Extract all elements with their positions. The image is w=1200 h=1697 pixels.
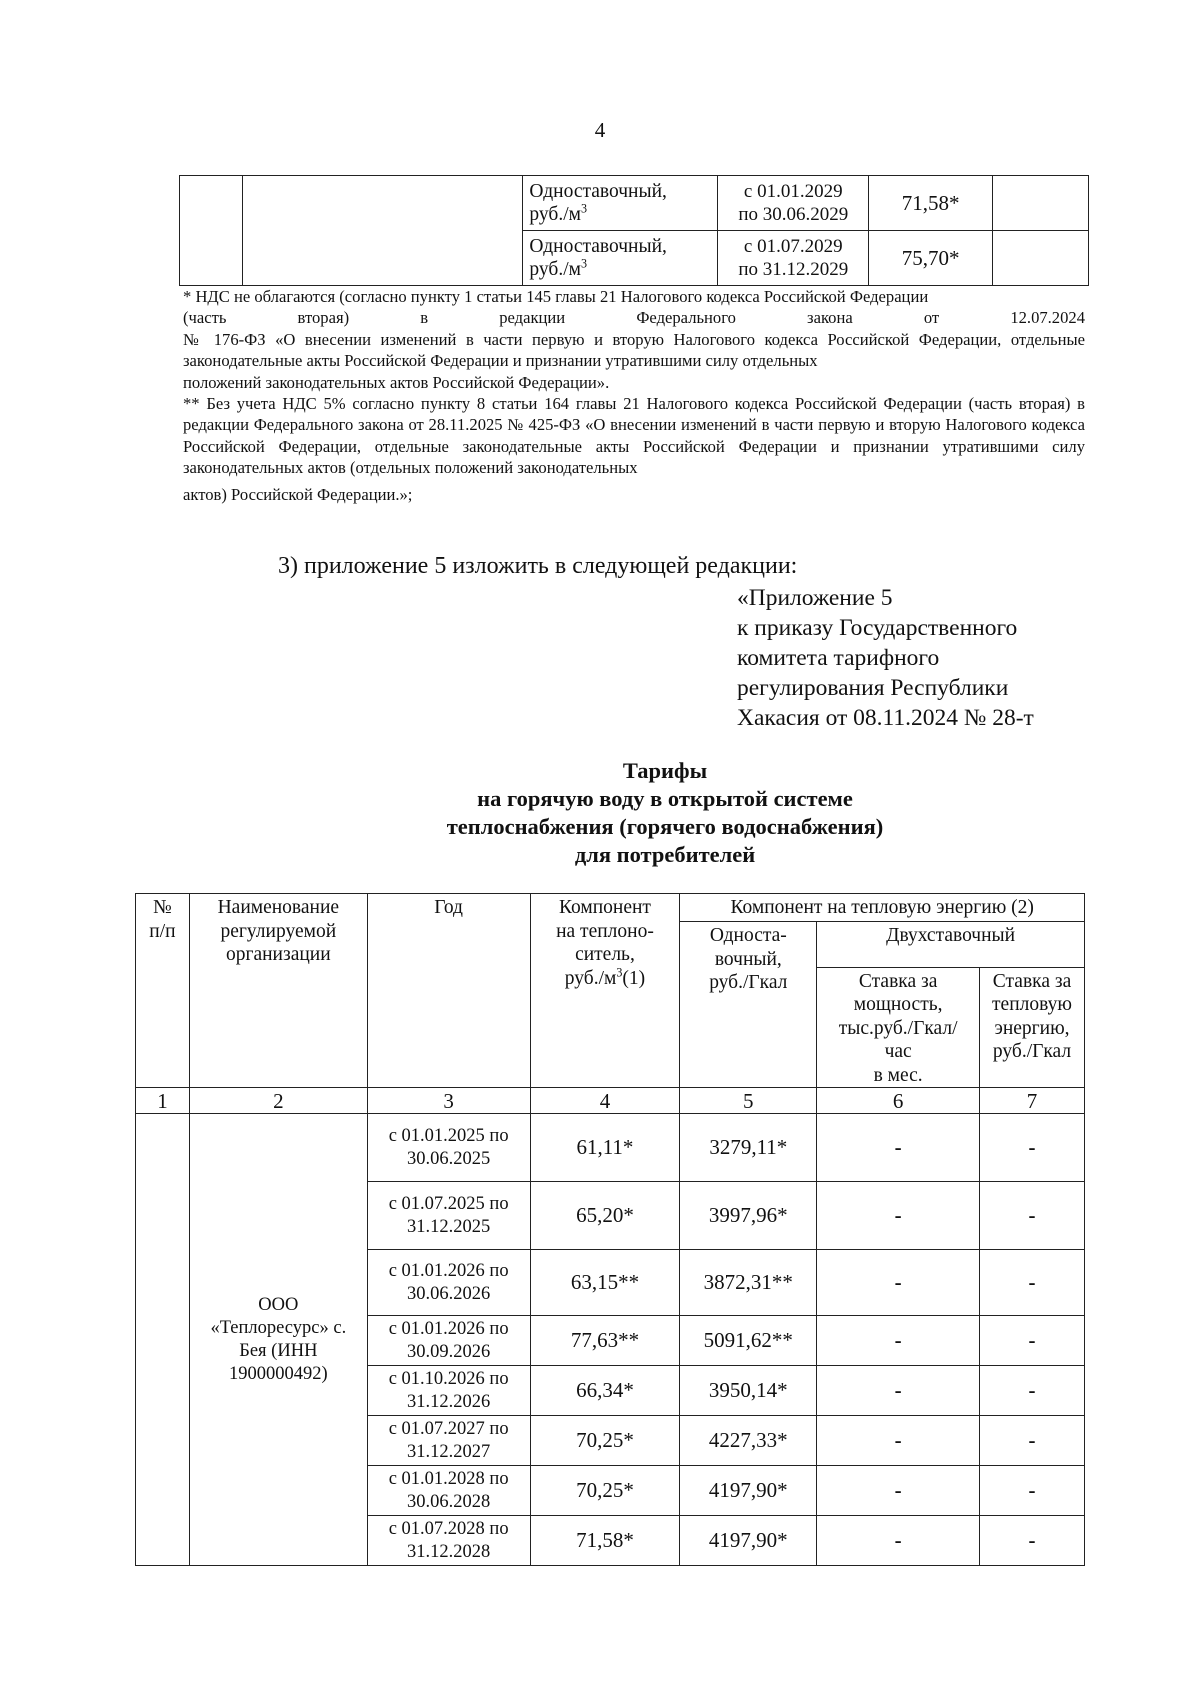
single-rate-value: 3279,11* [680, 1114, 817, 1182]
period-cell: с 01.01.2025 по 30.06.2025 [367, 1114, 530, 1182]
period-cell: с 01.01.2026 по 30.06.2026 [367, 1250, 530, 1316]
table-row [180, 176, 1089, 231]
tariff-table [135, 893, 1085, 1566]
header-num: № п/п [136, 894, 190, 1088]
energy-rate-value: - [980, 1416, 1085, 1466]
period-cell: с 01.01.2026 по 30.09.2026 [367, 1316, 530, 1366]
header-two-rate: Двухставочный [817, 922, 1085, 968]
tariff-value-cell: 75,70* [869, 231, 993, 286]
empty-num-cell [180, 176, 243, 286]
continuation-table [179, 175, 1089, 286]
capacity-rate-value: - [817, 1466, 980, 1516]
header-capacity-rate: Ставка за мощность, тыс.руб./Гкал/ час в мес. [817, 967, 980, 1088]
period-cell: с 01.07.2025 по 31.12.2025 [367, 1182, 530, 1250]
appendix-reference: «Приложение 5 к приказу Государственного комитета тарифного регулирования Республики Хакасия от 08.11.2024 № 28-т [737, 585, 1034, 731]
single-rate-value: 3872,31** [680, 1250, 817, 1316]
capacity-rate-value: - [817, 1516, 980, 1566]
capacity-rate-value: - [817, 1416, 980, 1466]
carrier-value: 70,25* [530, 1466, 680, 1516]
energy-rate-value: - [980, 1516, 1085, 1566]
rate-type-cell: Одноставочный, $руб./м^3$ [523, 231, 718, 286]
document-title: Тарифы на горячую воду в открытой системе теплоснабжения (горячего водоснабжения) для потребителей [446, 758, 884, 867]
empty-org-cell [242, 176, 523, 286]
single-rate-value: 3997,96* [680, 1182, 817, 1250]
energy-rate-value: - [980, 1250, 1085, 1316]
organization-cell: ООО «Теплоресурс» с. Бея (ИНН 1900000492) [189, 1114, 367, 1566]
period-cell: с 01.07.2029 по 31.12.2029 [718, 231, 869, 286]
single-rate-value: 5091,62** [680, 1316, 817, 1366]
footnote-vat-exempt: * НДС не облагаются (согласно пункту 1 статьи 145 главы 21 Налогового кодекса Российской Федерации (часть вторая) в редакции Федерального закона от 12.07.2024 № 176-ФЗ «О внесении изменений в части первую и вторую Налогового кодекса Российской Федерации, отдельные законодательные акты Российской Федерации и признании утратившими силу отдельных положений законодательных актов Российской Федерации». [183, 287, 1085, 392]
period-cell: с 01.01.2028 по 30.06.2028 [367, 1466, 530, 1516]
header-single-rate: Односта- вочный, руб./Гкал [680, 922, 817, 1088]
period-cell: с 01.07.2028 по 31.12.2028 [367, 1516, 530, 1566]
header-row [136, 894, 1085, 922]
footnotes [183, 286, 1085, 509]
energy-rate-value: - [980, 1366, 1085, 1416]
amendment-item-3: 3) приложение 5 изложить в следующей редакции: [278, 553, 798, 579]
single-rate-value: 3950,14* [680, 1366, 817, 1416]
energy-rate-value: - [980, 1182, 1085, 1250]
page-number: 4 [594, 118, 606, 142]
header-energy-rate: Ставка за тепловую энергию, руб./Гкал [980, 967, 1085, 1088]
energy-rate-value: - [980, 1316, 1085, 1366]
tariff-value-cell: 71,58* [869, 176, 993, 231]
period-cell: с 01.01.2029 по 30.06.2029 [718, 176, 869, 231]
header-heat-component: Компонент на тепловую энергию (2) [680, 894, 1085, 922]
row-number-cell [136, 1114, 190, 1566]
capacity-rate-value: - [817, 1366, 980, 1416]
empty-cell [993, 176, 1089, 231]
carrier-value: 61,11* [530, 1114, 680, 1182]
header-organization: Наименование регулируемой организации [189, 894, 367, 1088]
capacity-rate-value: - [817, 1316, 980, 1366]
carrier-value: 66,34* [530, 1366, 680, 1416]
rate-type-cell: Одноставочный, $руб./м^3$ [523, 176, 718, 231]
header-carrier-component: Компонент на теплоно- ситель, $руб./м^3(1)$ [530, 894, 680, 1088]
energy-rate-value: - [980, 1114, 1085, 1182]
carrier-value: 70,25* [530, 1416, 680, 1466]
capacity-rate-value: - [817, 1114, 980, 1182]
header-year: Год [367, 894, 530, 1088]
single-rate-value: 4227,33* [680, 1416, 817, 1466]
period-cell: с 01.07.2027 по 31.12.2027 [367, 1416, 530, 1466]
capacity-rate-value: - [817, 1182, 980, 1250]
carrier-value: 71,58* [530, 1516, 680, 1566]
energy-rate-value: - [980, 1466, 1085, 1516]
capacity-rate-value: - [817, 1250, 980, 1316]
single-rate-value: 4197,90* [680, 1516, 817, 1566]
carrier-value: 65,20* [530, 1182, 680, 1250]
footnote-vat-5-percent: ** Без учета НДС 5% согласно пункту 8 статьи 164 главы 21 Налогового кодекса Российской Федерации (часть вторая) в редакции Федерального закона от 28.11.2025 № 425-ФЗ «О внесении изменений в части первую и вторую Налогового кодекса Российской Федерации, отдельные законодательные акты Российской Федерации и признании утратившими силу законодательных актов (отдельных положений законодательных актов) Российской Федерации.»; [183, 394, 1086, 504]
period-cell: с 01.10.2026 по 31.12.2026 [367, 1366, 530, 1416]
single-rate-value: 4197,90* [680, 1466, 817, 1516]
carrier-value: 63,15** [530, 1250, 680, 1316]
table-row [136, 1114, 1085, 1182]
column-number-row: 1 2 3 4 5 6 7 [136, 1088, 1085, 1114]
empty-cell [993, 231, 1089, 286]
carrier-value: 77,63** [530, 1316, 680, 1366]
